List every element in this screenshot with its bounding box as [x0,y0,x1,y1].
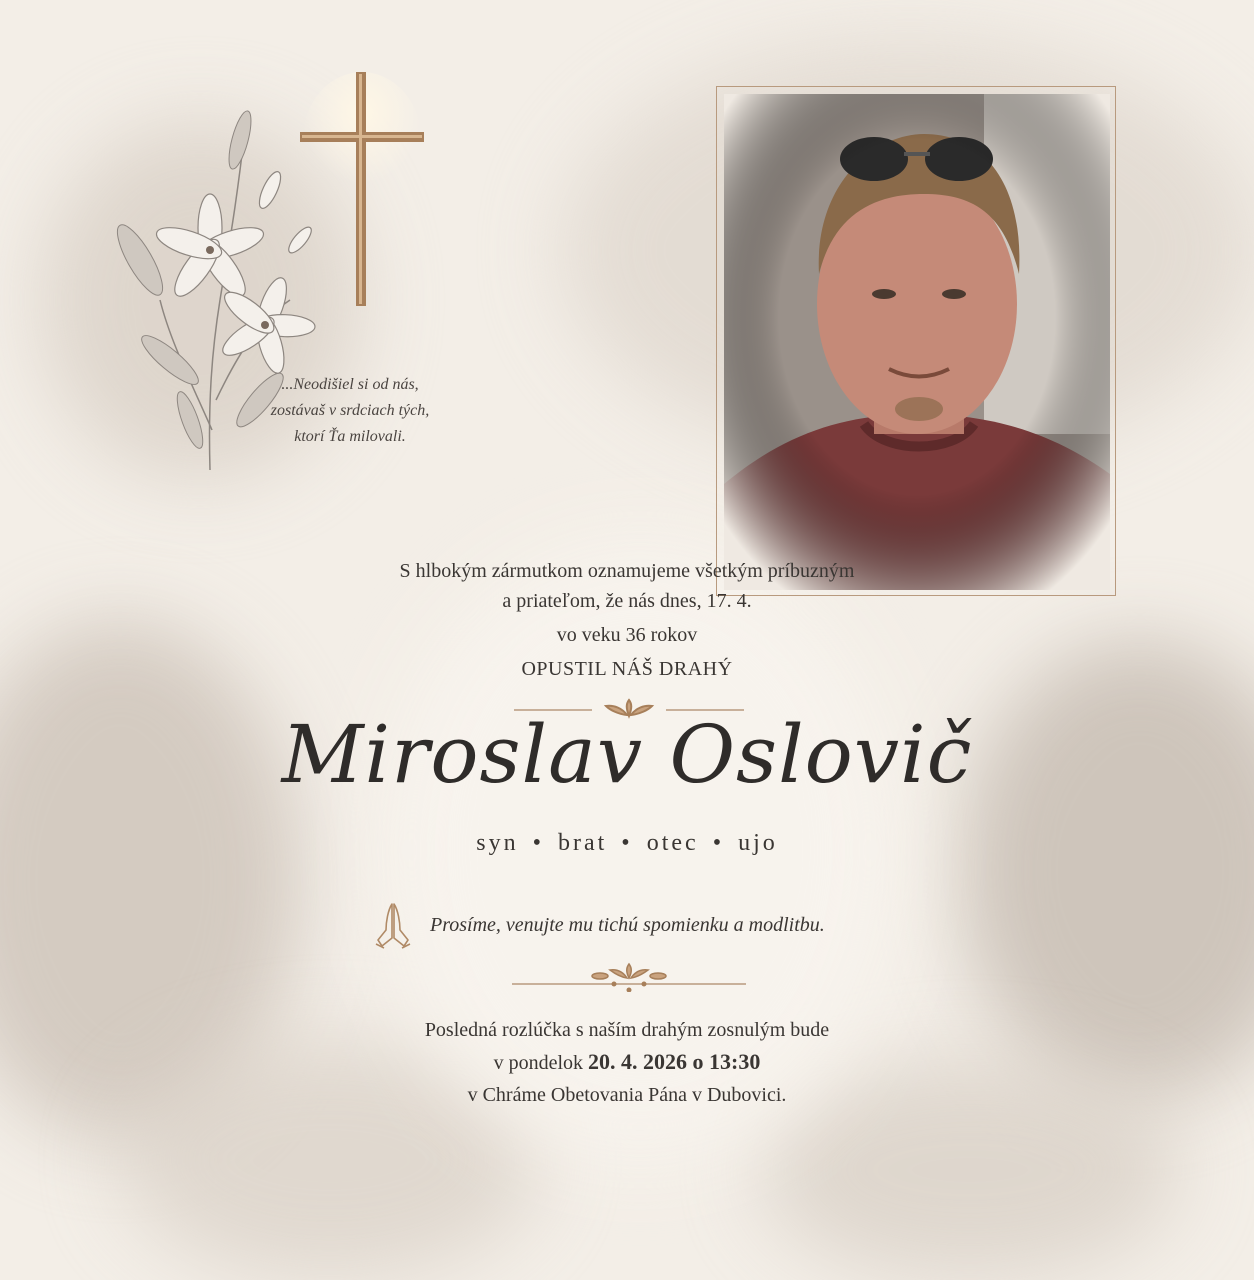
age-text: vo veku 36 rokov [556,624,698,646]
role-separator: • [532,830,544,856]
left-us-heading: OPUSTIL NÁŠ DRAHÝ [521,658,733,680]
announcement-text [0,556,1254,616]
role-separator: • [621,830,633,856]
role-uncle: ujo [738,830,778,856]
verse-line: ktorí Ťa milovali. [294,428,406,445]
farewell-location: v Chráme Obetovania Pána v Dubovici. [467,1084,787,1106]
role-son: syn [476,830,519,856]
prayer-text: Prosíme, venujte mu tichú spomienku a modlitbu. [430,913,825,936]
farewell-datetime: 20. 4. 2026 o 13:30 [588,1049,761,1074]
farewell-line: Posledná rozlúčka s naším drahým zosnulým bude [424,1019,830,1041]
praying-hands-icon [372,900,414,950]
farewell-date-prefix: v pondelok [493,1052,584,1074]
verse-line: ...Neodišiel si od nás, [281,376,419,393]
photo-frame [716,86,1116,596]
deceased-name: Miroslav Oslovič [281,708,973,801]
announcement-line: a priateľom, že nás dnes, 17. 4. [502,590,752,612]
role-father: otec [646,830,699,856]
farewell-details [0,1014,1254,1111]
prayer-request [372,900,825,950]
announcement-line: S hlbokým zármutkom oznamujeme všetkým príbuzným [399,560,855,582]
farewell-line [0,1046,1254,1079]
family-roles [0,830,1254,857]
role-brother: brat [557,830,608,856]
leaf-ornament-divider [512,962,746,992]
cross-icon [300,72,424,306]
memorial-verse [200,372,500,450]
role-separator: • [712,830,725,856]
verse-line: zostávaš v srdciach tých, [270,402,430,419]
